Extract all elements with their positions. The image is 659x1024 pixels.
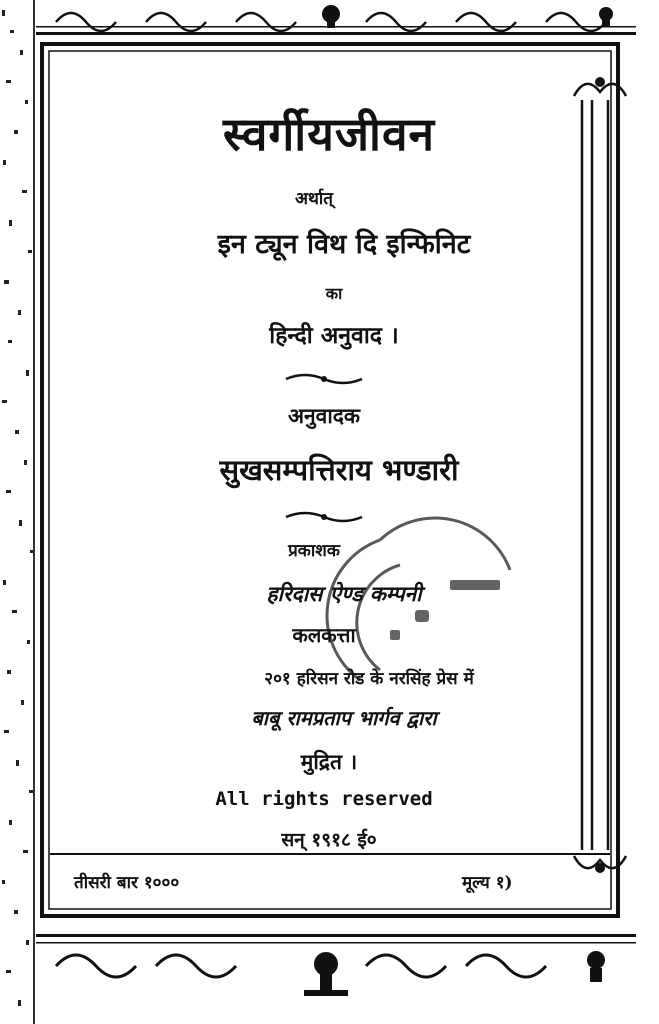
- title-page-content: [44, 46, 584, 906]
- edition-text: तीसरी बार १०००: [74, 873, 180, 893]
- hindi-translation-text: हिन्दी अनुवाद ।: [269, 322, 399, 349]
- bottom-ornament-border: [36, 930, 636, 1014]
- publisher-city: कलकत्ता: [292, 623, 356, 647]
- top-ornament-border: [36, 0, 636, 40]
- arthat-text: अर्थात्: [295, 189, 333, 209]
- publication-year: सन् १९१८ ई०: [281, 829, 377, 851]
- publisher-label: प्रकाशक: [288, 541, 340, 561]
- price-text: मूल्य १): [462, 873, 513, 893]
- left-speckled-edge: [0, 0, 40, 1024]
- printer-address: २०१ हरिसन रोड के नरसिंह प्रेस में: [264, 669, 474, 689]
- publisher-name: हरिदास ऐण्ड कम्पनी: [266, 581, 422, 606]
- printed-text: मुद्रित ।: [300, 749, 358, 774]
- ornamental-divider: [284, 372, 364, 386]
- rights-notice: All rights reserved: [215, 788, 433, 810]
- book-title: स्वर्गीयजीवन: [222, 107, 436, 161]
- printer-name: बाबू रामप्रताप भार्गव द्वारा: [251, 706, 437, 730]
- translator-label: अनुवादक: [287, 403, 361, 428]
- translator-name: सुखसम्पत्तिराय भण्डारी: [219, 453, 459, 487]
- ka-text: का: [325, 284, 343, 303]
- book-subtitle: इन ट्यून विथ दि इन्फिनिट: [217, 229, 471, 260]
- ornamental-divider: [284, 510, 364, 524]
